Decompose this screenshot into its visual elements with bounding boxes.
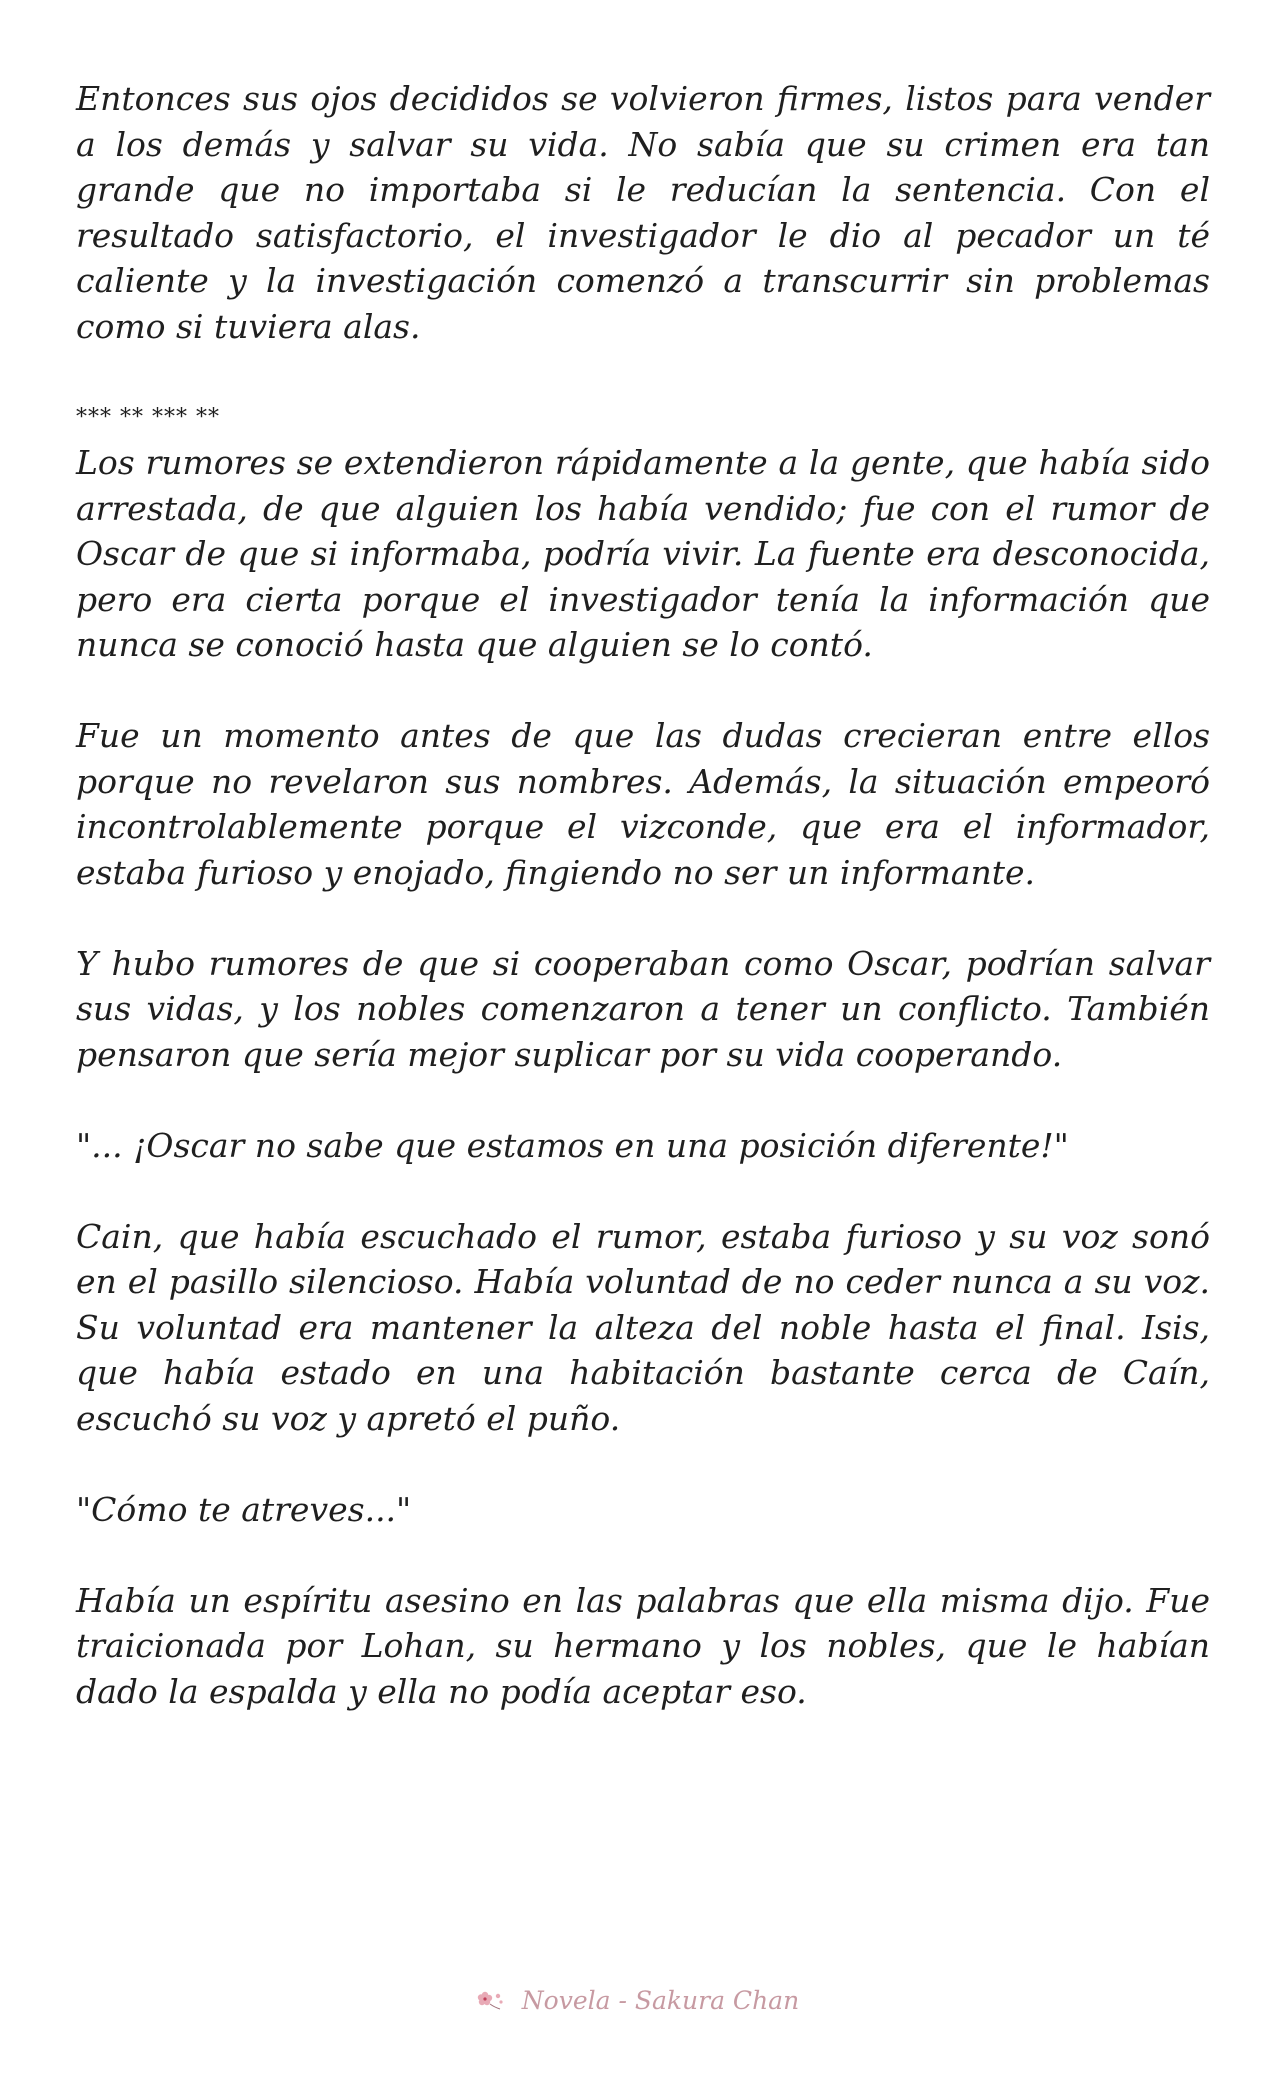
paragraph-4: Y hubo rumores de que si cooperaban como Oscar, podrían salvar sus vidas, y los nobles comenzaron a tener un conflicto. También pensaron que sería mejor suplicar por su vida cooperando. xyxy=(76,943,1210,1074)
paragraph-2: Los rumores se extendieron rápidamente a la gente, que había sido arrestada, de que alguien los había vendido; fue con el rumor de Oscar de que si informaba, podría vivir. La fuente era desconocida, pero era cierta porque el investigador tenía la información que nunca se conoció hasta que alguien se lo contó. xyxy=(76,443,1210,664)
dialogue-1: "... ¡Oscar no sabe que estamos en una posición diferente!" xyxy=(76,1125,1069,1165)
watermark-text: Novela - Sakura Chan xyxy=(521,1986,800,2015)
watermark-footer xyxy=(0,1986,1275,2018)
sakura-flower-icon xyxy=(476,1988,506,2018)
document-body xyxy=(76,76,1210,1760)
section-separator: *** ** *** ** xyxy=(76,404,220,430)
dialogue-2: "Cómo te atreves..." xyxy=(76,1489,412,1529)
paragraph-5: Cain, que había escuchado el rumor, estaba furioso y su voz sonó en el pasillo silencioso. Había voluntad de no ceder nunca a su voz. Su voluntad era mantener la alteza del noble hasta el final. Isis, que había estado en una habitación bastante cerca de Caín, escuchó su voz y apretó el puño. xyxy=(76,1216,1210,1438)
paragraph-3: Fue un momento antes de que las dudas crecieran entre ellos porque no revelaron sus nombres. Además, la situación empeoró incontrolablemente porque el vizconde, que era el informador, estaba furioso y enojado, fingiendo no ser un informante. xyxy=(76,716,1210,892)
paragraph-1: Entonces sus ojos decididos se volvieron firmes, listos para vender a los demás y salvar su vida. No sabía que su crimen era tan grande que no importaba si le reducían la sentencia. Con el resultado satisfactorio, el investigador le dio al pecador un té caliente y la investigación comenzó a transcurrir sin problemas como si tuviera alas. xyxy=(76,79,1210,346)
paragraph-6: Había un espíritu asesino en las palabras que ella misma dijo. Fue traicionada por Lohan, su hermano y los nobles, que le habían dado la espalda y ella no podía aceptar eso. xyxy=(76,1580,1210,1711)
